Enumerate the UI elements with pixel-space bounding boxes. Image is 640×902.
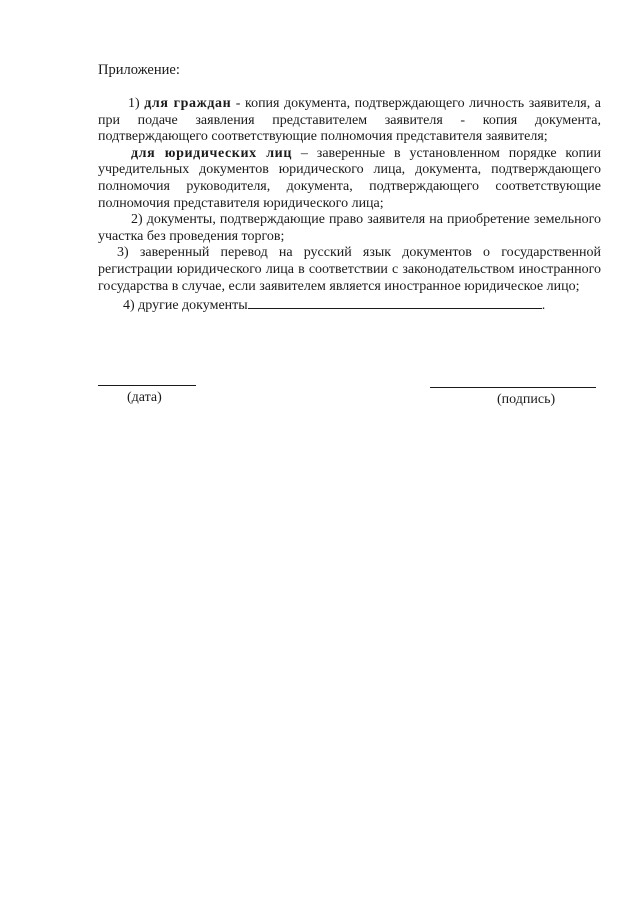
legal-bold-label: для юридических лиц [131,145,293,161]
attachment-item-translation: 3) заверенный перевод на русский язык документов о государственной регистрации юридического лица в соответствии с законодательством иностранного государства в случае, если заявителем является иностранное юридическое лицо; [98,245,601,294]
attachments-heading: Приложение: [98,62,180,78]
attachment-item-land-rights: 2) документы, подтверждающие право заявителя на приобретение земельного участка без проведения торгов; [98,212,601,244]
signature-caption: (подпись) [497,392,556,407]
attachment-item-legal-entities [98,146,601,212]
date-blank-line[interactable] [98,385,196,386]
other-documents-blank[interactable] [248,295,542,309]
legal-text: – заверенные в установленном порядке копии учредительных документов юридического лица, документа, подтверждающего полномочия руководителя, документа, подтверждающего соответствующие полномочия представителя юридического лица; [98,145,601,211]
item4-end: . [541,298,546,314]
attachments-list [98,96,601,315]
item1-number: 1) [128,96,145,111]
item1-bold-label: для граждан [144,96,232,111]
date-caption: (дата) [127,390,162,405]
attachment-item-other [98,295,601,315]
signature-blank-line[interactable] [430,387,596,388]
item1-text: - копия документа, подтверждающего личность заявителя, а при подаче заявления представителем заявителя - копия документа, подтверждающего соответствующие полномочия представителя заявителя; [98,96,601,145]
attachment-item-citizens [98,96,601,146]
item4-label: 4) другие документы [123,298,248,314]
